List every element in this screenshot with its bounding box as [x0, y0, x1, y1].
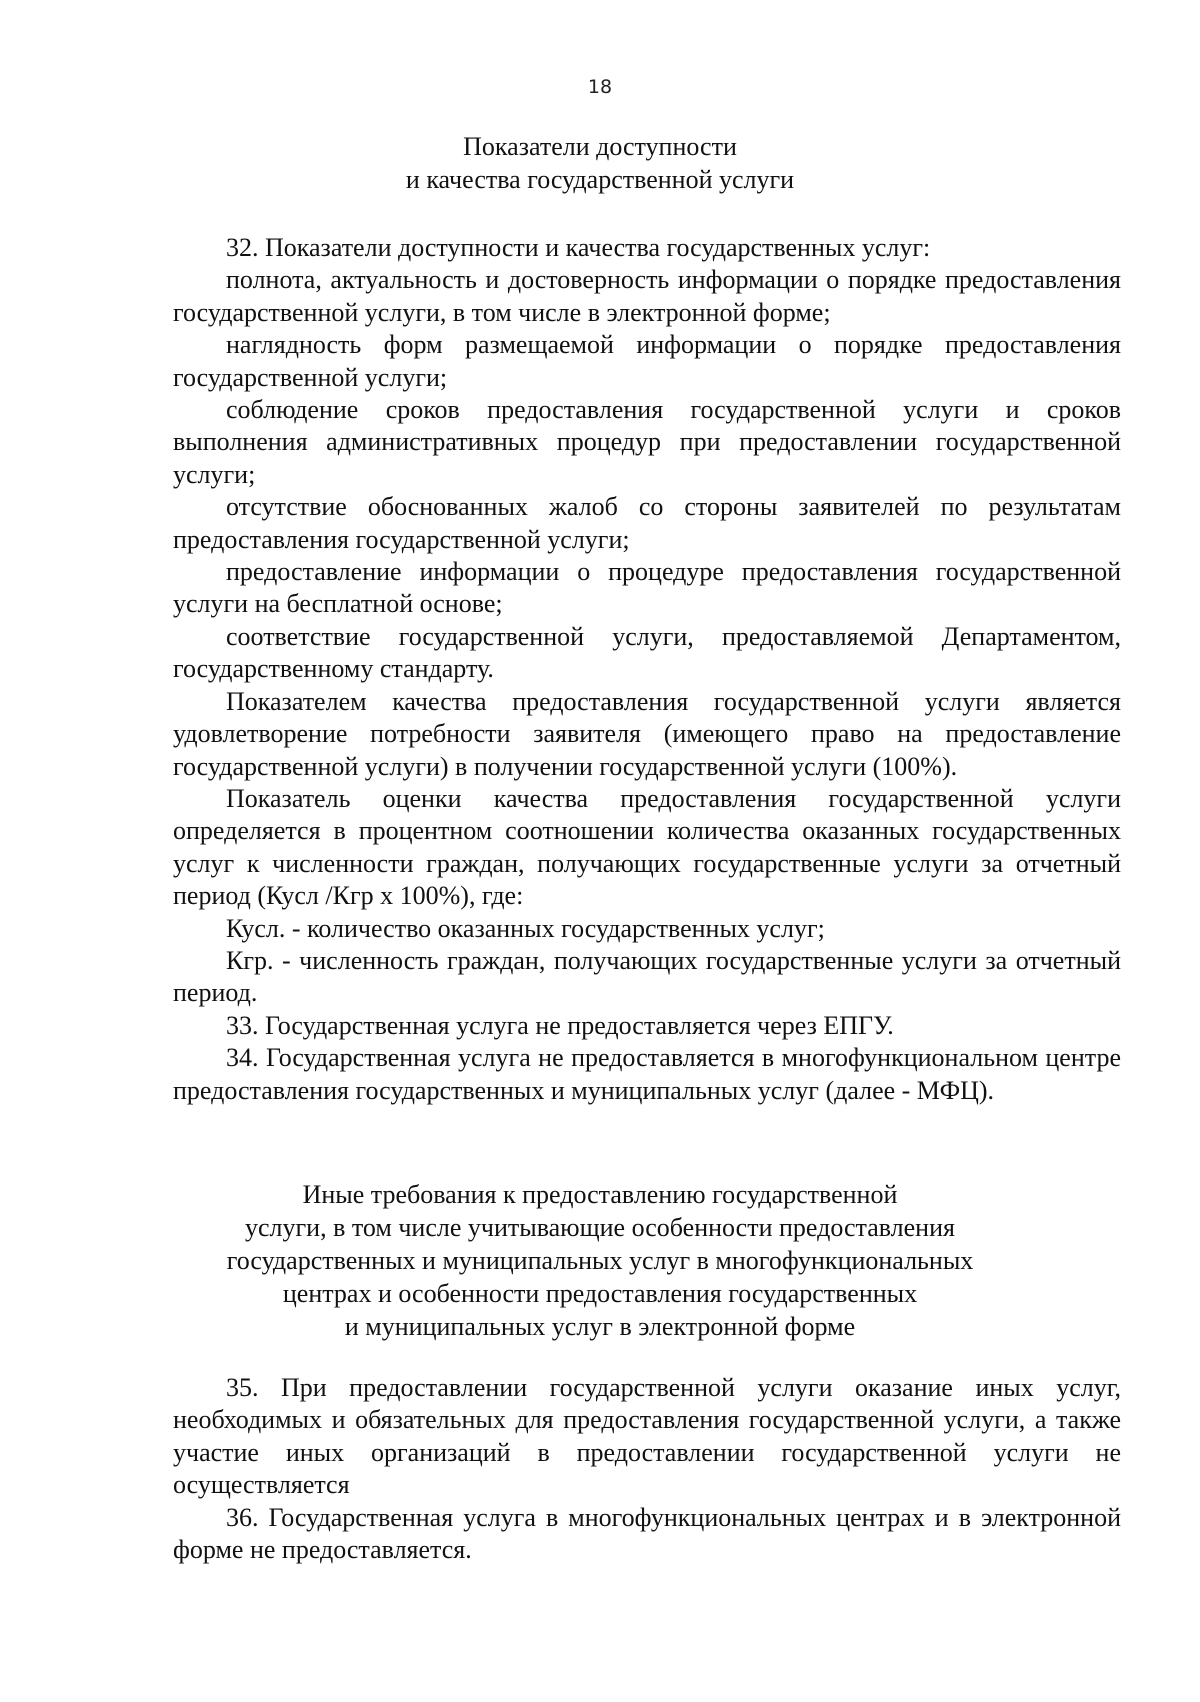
- heading-line: и качества государственной услуги: [405, 165, 795, 194]
- heading-line: услуги, в том числе учитывающие особенности предоставления: [245, 1213, 955, 1242]
- page-number: 18: [587, 76, 613, 98]
- paragraph-kgr-definition: Кгр. - численность граждан, получающих государственные услуги за отчетный период.: [173, 945, 1121, 1008]
- heading-line: Показатели доступности: [463, 132, 737, 161]
- paragraph-35: 35. При предоставлении государственной услуги оказание иных услуг, необходимых и обязательных для предоставления государственной услуги, а также участие иных организаций в предоставлении государственной услуги не осуществляется: [173, 1373, 1121, 1500]
- section-heading-accessibility-quality: [0, 130, 1200, 196]
- section-body-other-requirements: [173, 1372, 1121, 1566]
- paragraph-complaints: отсутствие обоснованных жалоб со стороны заявителей по результатам предоставления государственной услуги;: [173, 492, 1121, 554]
- heading-line: центрах и особенности предоставления государственных: [282, 1279, 918, 1308]
- section-body-indicators: [173, 232, 1121, 1107]
- paragraph-32: 32. Показатели доступности и качества государственных услуг:: [226, 233, 931, 262]
- paragraph-33: 33. Государственная услуга не предоставляется через ЕПГУ.: [226, 1010, 894, 1040]
- paragraph-kusl-definition: Кусл. - количество оказанных государственных услуг;: [226, 913, 825, 943]
- heading-line: Иные требования к предоставлению государственной: [302, 1180, 898, 1209]
- heading-line: и муниципальных услуг в электронной форме: [344, 1312, 856, 1341]
- paragraph-free-info: предоставление информации о процедуре предоставления государственной услуги на бесплатной основе;: [173, 557, 1121, 619]
- paragraph-quality-indicator: Показателем качества предоставления государственной услуги является удовлетворение потребности заявителя (имеющего право на предоставление государственной услуги) в получении государственной услуги (100%).: [173, 686, 1121, 781]
- paragraph-clarity: наглядность форм размещаемой информации о порядке предоставления государственной услуги;: [173, 330, 1121, 392]
- section-heading-other-requirements: [0, 1178, 1200, 1343]
- paragraph-36: 36. Государственная услуга в многофункциональных центрах и в электронной форме не предоставляется.: [173, 1502, 1121, 1565]
- paragraph-34: 34. Государственная услуга не предоставляется в многофункциональном центре предоставления государственных и муниципальных услуг (далее - МФЦ).: [173, 1043, 1121, 1105]
- paragraph-quality-assessment: Показатель оценки качества предоставления государственной услуги определяется в процентном соотношении количества оказанных государственных услуг к численности граждан, получающих государственные услуги за отчетный период (Кусл /Кгр х 100%), где:: [173, 783, 1121, 911]
- paragraph-deadlines: соблюдение сроков предоставления государственной услуги и сроков выполнения административных процедур при предоставлении государственной услуги;: [173, 395, 1121, 489]
- heading-line: государственных и муниципальных услуг в многофункциональных: [226, 1246, 974, 1275]
- paragraph-completeness: полнота, актуальность и достоверность информации о порядке предоставления государственной услуги, в том числе в электронной форме;: [173, 265, 1121, 327]
- paragraph-standard: соответствие государственной услуги, предоставляемой Департаментом, государственному стандарту.: [173, 621, 1121, 684]
